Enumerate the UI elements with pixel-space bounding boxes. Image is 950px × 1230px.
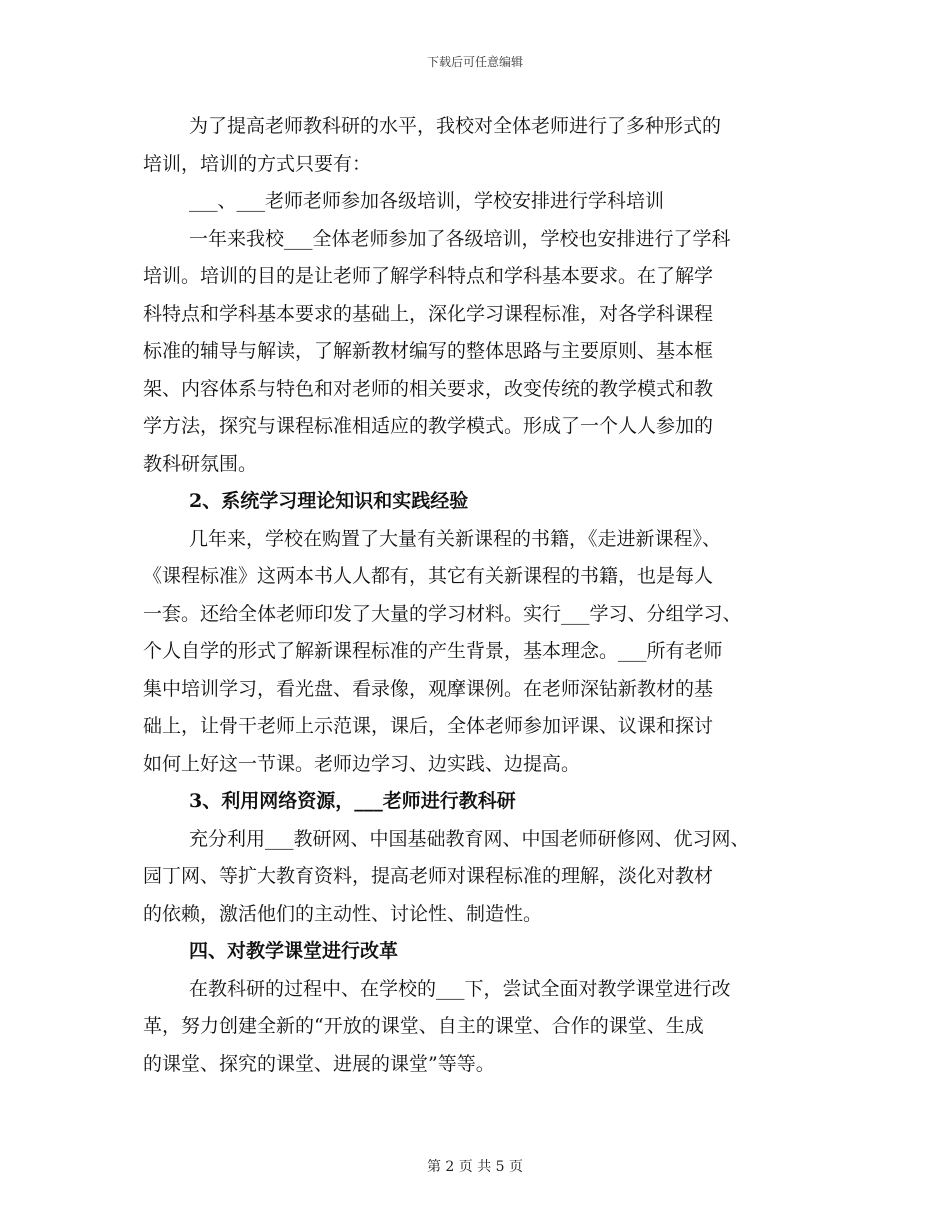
paragraph-line: 架、内容体系与特色和对老师的相关要求，改变传统的教学模式和教: [143, 377, 714, 400]
paragraph-line: 为了提高老师教科研的水平，我校对全体老师进行了多种形式的: [189, 115, 722, 137]
section-heading: 3、利用网络资源，___老师进行教科研: [189, 790, 516, 812]
paragraph-line: 标准的辅导与解读，了解新教材编写的整体思路与主要原则、基本框: [143, 340, 714, 362]
paragraph-line: 个人自学的形式了解新课程标准的产生背景，基本理念。___所有老师: [143, 640, 723, 662]
paragraph-line: 的课堂、探究的课堂、进展的课堂”等等。: [143, 1052, 495, 1075]
paragraph-line: 几年来，学校在购置了大量有关新课程的书籍，《走进新课程》、: [189, 527, 722, 550]
paragraph-line: 革，努力创建全新的“开放的课堂、自主的课堂、合作的课堂、生成: [143, 1015, 704, 1037]
paragraph-line: 充分利用___教研网、中国基础教育网、中国老师研修网、优习网、: [189, 827, 750, 850]
paragraph-line: 的依赖，激活他们的主动性、讨论性、制造性。: [143, 902, 543, 925]
paragraph-line: 集中培训学习，看光盘、看录像，观摩课例。在老师深钻新教材的基: [143, 677, 714, 700]
paragraph-line: 园丁网、等扩大教育资料，提高老师对课程标准的理解，淡化对教材: [143, 865, 714, 887]
paragraph-line: 在教科研的过程中、在学校的___下，尝试全面对教学课堂进行改: [189, 977, 731, 1000]
paragraph-line: 学方法，探究与课程标准相适应的教学模式。形成了一个人人参加的: [143, 415, 714, 437]
paragraph-line: 《课程标准》这两本书人人都有，其它有关新课程的书籍，也是每人: [143, 565, 714, 587]
paragraph-line: 一年来我校___全体老师参加了各级培训，学校也安排进行了学科: [189, 227, 731, 250]
section-heading: 四、对教学课堂进行改革: [189, 940, 399, 962]
page-header: 下载后可任意编辑: [426, 55, 523, 69]
paragraph-line: 一套。还给全体老师印发了大量的学习材料。实行___学习、分组学习、: [143, 602, 742, 625]
paragraph-line: 础上，让骨干老师上示范课，课后，全体老师参加评课、议课和探讨: [143, 715, 714, 737]
document-body: [143, 108, 807, 1083]
paragraph-line: 教科研氛围。: [143, 452, 258, 475]
page-footer: 第 2 页 共 5 页: [426, 1159, 524, 1175]
section-heading: 2、系统学习理论知识和实践经验: [189, 490, 469, 512]
paragraph-line: 如何上好这一节课。老师边学习、边实践、边提高。: [143, 752, 581, 775]
paragraph-line: 培训，培训的方式只要有：: [143, 152, 372, 175]
paragraph-line: 培训。培训的目的是让老师了解学科特点和学科基本要求。在了解学: [143, 265, 714, 287]
paragraph-line: ___、___老师老师参加各级培训，学校安排进行学科培训: [189, 190, 665, 212]
paragraph-line: 科特点和学科基本要求的基础上，深化学习课程标准，对各学科课程: [143, 302, 714, 325]
